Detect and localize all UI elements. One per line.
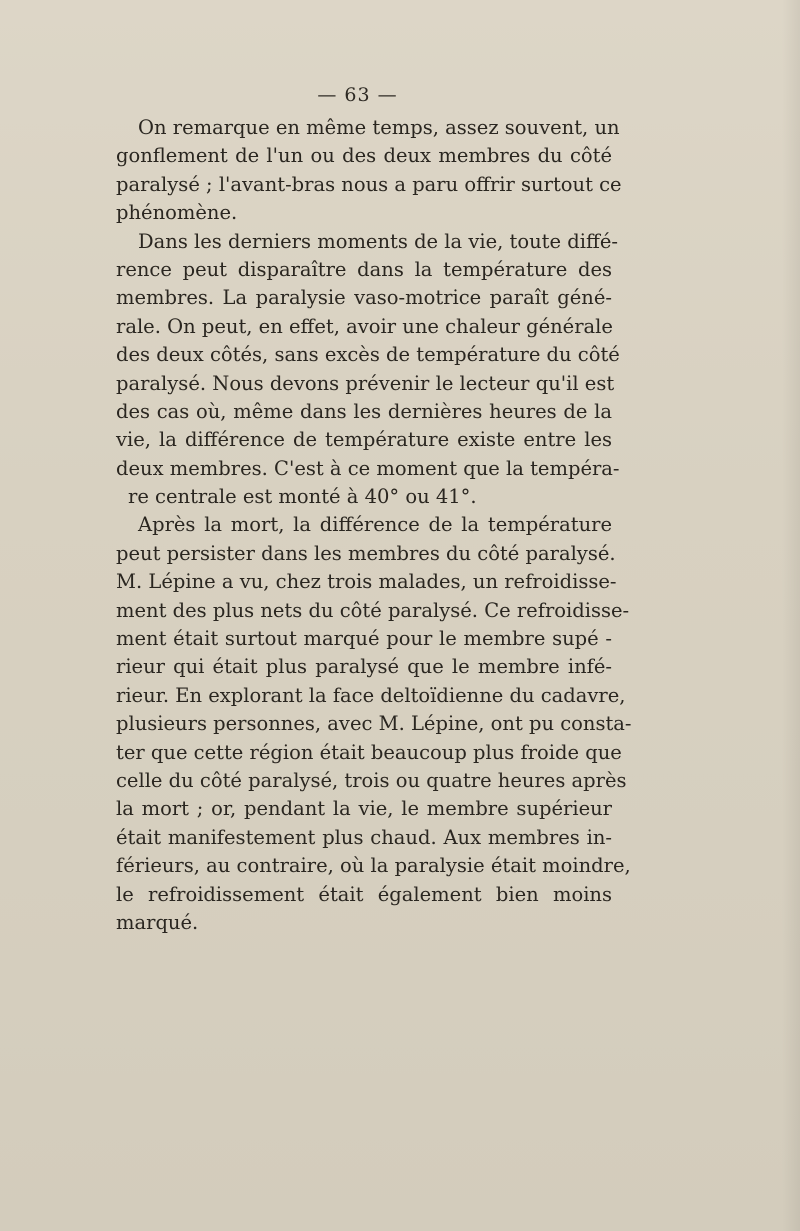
text-line: peut persister dans les membres du côté paralysé.: [116, 541, 616, 565]
text-line: re centrale est monté à 40° ou 41°.: [128, 485, 477, 509]
text-line: gonflement de l'un ou des deux membres du côté: [116, 144, 612, 168]
text-line: rale. On peut, en effet, avoir une chaleur générale: [116, 314, 613, 338]
page-number: — 63 —: [317, 84, 398, 106]
text-line: Dans les derniers moments de la vie, toute diffé-: [138, 229, 618, 253]
text-line: paralysé ; l'avant-bras nous a paru offrir surtout ce: [116, 172, 622, 196]
text-line: ment des plus nets du côté paralysé. Ce refroidisse-: [116, 598, 630, 622]
text-line: rieur. En explorant la face deltoïdienne du cadavre,: [116, 683, 626, 707]
text-line: la mort ; or, pendant la vie, le membre supérieur: [116, 797, 612, 821]
body-text: [116, 114, 632, 937]
text-line: Après la mort, la différence de la température: [138, 513, 612, 537]
text-line: membres. La paralysie vaso-motrice paraît géné-: [116, 286, 612, 310]
text-line: ter que cette région était beaucoup plus froide que: [116, 740, 622, 764]
text-line: était manifestement plus chaud. Aux membres in-: [116, 825, 612, 849]
text-line: des cas où, même dans les dernières heures de la: [116, 399, 612, 423]
text-line: celle du côté paralysé, trois ou quatre heures après: [116, 768, 627, 792]
page-gutter-shadow: [782, 0, 800, 1231]
text-line: férieurs, au contraire, où la paralysie était moindre,: [116, 854, 631, 878]
text-line: marqué.: [116, 910, 199, 934]
text-line: deux membres. C'est à ce moment que la tempéra-: [116, 456, 620, 480]
text-line: ment était surtout marqué pour le membre supé -: [116, 627, 612, 651]
text-line: M. Lépine a vu, chez trois malades, un refroidisse-: [116, 570, 617, 594]
text-line: le refroidissement était également bien moins: [116, 882, 612, 906]
text-line: rieur qui était plus paralysé que le membre infé-: [116, 655, 612, 679]
text-line: On remarque en même temps, assez souvent, un: [138, 116, 620, 139]
text-line: paralysé. Nous devons prévenir le lecteur qu'il est: [116, 371, 615, 395]
text-line: plusieurs personnes, avec M. Lépine, ont pu consta-: [116, 712, 632, 736]
text-line: des deux côtés, sans excès de température du côté: [116, 343, 620, 367]
text-line: vie, la différence de température existe entre les: [116, 428, 612, 452]
text-line: rence peut disparaître dans la température des: [116, 257, 612, 281]
text-line: phénomène.: [116, 201, 238, 225]
